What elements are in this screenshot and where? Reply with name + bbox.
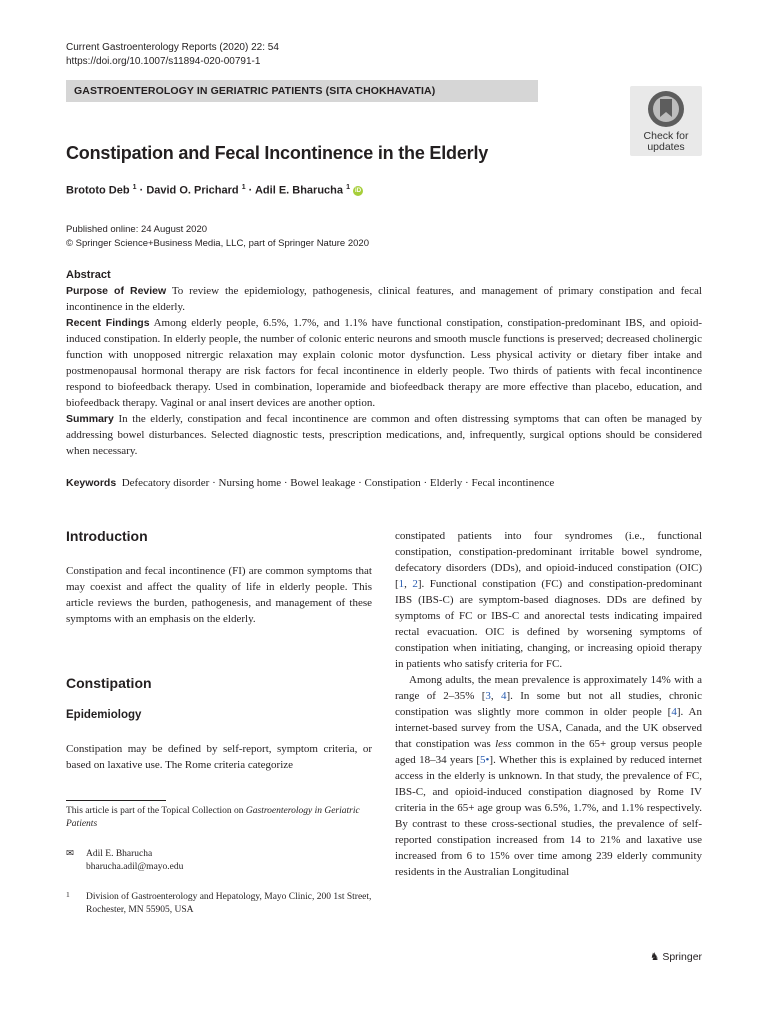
keywords-line	[66, 475, 702, 491]
author-affiliation: 1	[241, 184, 246, 191]
text-run: ]. Functional constipation (FC) and constipation-predominant IBS (IBS-C) are symptom-based diagnoses. DDs are defined by symptoms of FC or IBS-C and anorectal tests indicating impaired rectal evacuation. OIC is defined by worsening symptoms of constipation when initiating, changing, or increasing opioid therapy in patients who satisfy criteria for FC.	[395, 578, 703, 670]
author-name[interactable]: Adil E. Bharucha	[254, 184, 344, 197]
citation-link[interactable]: 3	[485, 690, 491, 702]
journal-citation: Current Gastroenterology Reports (2020) 22: 54	[66, 42, 279, 53]
corresponding-email[interactable]: bharucha.adil@mayo.edu	[86, 862, 184, 872]
paragraph-prevalence	[395, 672, 702, 880]
author-affiliation: 1	[346, 184, 350, 191]
copyright-line: © Springer Science+Business Media, LLC, part of Springer Nature 2020	[66, 238, 369, 249]
check-updates-label-2: updates	[647, 141, 685, 153]
right-column-text	[395, 528, 702, 880]
text-run: constipated patients into four syndromes (i.e., functional constipation, constipation-predominant irritable bowel syndrome, defecatory disorders (DDs), and opioid-induced constipation (OIC) [	[395, 530, 702, 590]
introduction-heading: Introduction	[66, 528, 148, 544]
author-name[interactable]: Brototo Deb	[66, 184, 130, 197]
collection-prefix: This article is part of the Topical Collection on	[66, 806, 246, 816]
affiliation-number: 1	[66, 890, 70, 899]
author-separator: ·	[248, 184, 253, 197]
envelope-icon: ✉	[66, 849, 74, 859]
abstract-summary	[66, 411, 702, 459]
emphasis-text: less	[495, 738, 512, 750]
publisher-name: Springer	[662, 951, 703, 963]
author-list	[66, 184, 363, 197]
affiliation-text: Division of Gastroenterology and Hepatology, Mayo Clinic, 200 1st Street, Rochester, MN 55905, USA	[86, 892, 372, 915]
abstract-purpose	[66, 283, 702, 315]
check-updates-label-1: Check for	[643, 130, 689, 142]
text-run: ,	[490, 690, 501, 702]
text-run: ]. In some but not all studies, chronic constipation was slightly more common in older people [	[395, 690, 702, 718]
text-run: ,	[404, 578, 413, 590]
epidemiology-heading: Epidemiology	[66, 709, 142, 721]
check-for-updates-badge[interactable]	[630, 86, 702, 156]
purpose-text: To review the epidemiology, pathogenesis, clinical features, and management of primary constipation and fecal incontinence in the elderly.	[66, 285, 702, 313]
abstract-findings	[66, 315, 702, 411]
author-name[interactable]: David O. Prichard	[146, 184, 239, 197]
citation-link[interactable]: 4	[671, 706, 677, 718]
publisher-logo	[650, 951, 702, 963]
keywords-label: Keywords	[66, 477, 117, 489]
text-run: ]. An internet-based survey from the USA, Canada, and the UK observed that constipation was	[395, 706, 702, 750]
journal-header	[66, 41, 279, 69]
publication-info	[66, 223, 369, 251]
check-updates-icon	[646, 89, 686, 129]
author-separator: ·	[139, 184, 144, 197]
citation-link[interactable]: 4	[501, 690, 507, 702]
article-title: Constipation and Fecal Incontinence in the Elderly	[66, 143, 489, 163]
purpose-label: Purpose of Review	[66, 285, 167, 297]
introduction-text: Constipation and fecal incontinence (FI) are common symptoms that may coexist and affect the quality of life in elderly people. This article reviews the burden, pathogenesis, and management of these symptoms with an emphasis on the elderly.	[66, 565, 372, 625]
doi-link[interactable]: https://doi.org/10.1007/s11894-020-00791-1	[66, 56, 261, 67]
findings-label: Recent Findings	[66, 317, 150, 329]
constipation-heading: Constipation	[66, 675, 152, 691]
citation-link[interactable]: 5•	[480, 754, 490, 766]
collection-footnote	[66, 805, 372, 831]
collection-name: Gastroenterology in Geriatric Patients	[66, 806, 360, 829]
epidemiology-text: Constipation may be defined by self-report, symptom criteria, or based on laxative use. The Rome criteria categorize	[66, 743, 372, 771]
text-run: ]. Whether this is explained by reduced internet access in the elderly is unknown. In that study, the prevalence of FC, IBS-C, and opioid-induced constipation diagnosed by Rome IV criteria in the 65+ age group was 6.5%, 1.7%, and 1.1% respectively. By contrast to these cross-sectional studies, the prevalence of self-reported constipation increased from 14 to 21% and laxative use increased from 6 to 15% over time among 239 elderly community residents in the Australian Longitudinal	[395, 754, 702, 878]
paragraph-rome-criteria	[395, 528, 702, 672]
text-run: common in the 65+ group versus people aged 18–34 years [	[395, 738, 702, 766]
collection-banner: GASTROENTEROLOGY IN GERIATRIC PATIENTS (SITA CHOKHAVATIA)	[66, 80, 538, 102]
citation-link[interactable]: 2	[412, 578, 418, 590]
summary-text: In the elderly, constipation and fecal incontinence are common and often distressing symptoms that can often be managed by addressing bowel disturbances. Selected diagnostic tests, prescription medications, and, infrequently, surgical options should be considered when necessary.	[66, 413, 703, 457]
corresponding-name: Adil E. Bharucha	[86, 849, 153, 859]
abstract-section	[66, 267, 702, 459]
keywords-text: Defecatory disorder · Nursing home · Bowel leakage · Constipation · Elderly · Fecal incontinence	[121, 477, 555, 489]
text-run: Among adults, the mean prevalence is approximately 14% with a range of 2–35% [	[395, 674, 702, 702]
footnote-divider	[66, 800, 166, 801]
findings-text: Among elderly people, 6.5%, 1.7%, and 1.1% have functional constipation, constipation-predominant IBS, and opioid-induced constipation. In elderly people, the number of colonic enteric neurons and smooth muscle functions is preserved; decreased cholinergic function with unopposed nitrergic relaxation may explain colonic motor dysfunction. Less physical activity or dietary fiber intake and postmenopausal hormonal therapy are risk factors for fecal incontinence in elderly people. Two thirds of patients with fecal incontinence respond to biofeedback therapy. Used in combination, loperamide and biofeedback therapy are more effective than placebo, education, and biofeedback therapy. Vaginal or anal insert devices are another option.	[66, 317, 702, 409]
author-affiliation: 1	[132, 184, 137, 191]
springer-horse-icon: ♞	[650, 951, 660, 963]
published-date: Published online: 24 August 2020	[66, 224, 208, 235]
corresponding-author	[86, 848, 372, 874]
orcid-icon[interactable]: iD	[355, 187, 362, 194]
summary-label: Summary	[66, 413, 114, 425]
abstract-heading: Abstract	[66, 269, 111, 281]
citation-link[interactable]: 1	[398, 578, 405, 590]
